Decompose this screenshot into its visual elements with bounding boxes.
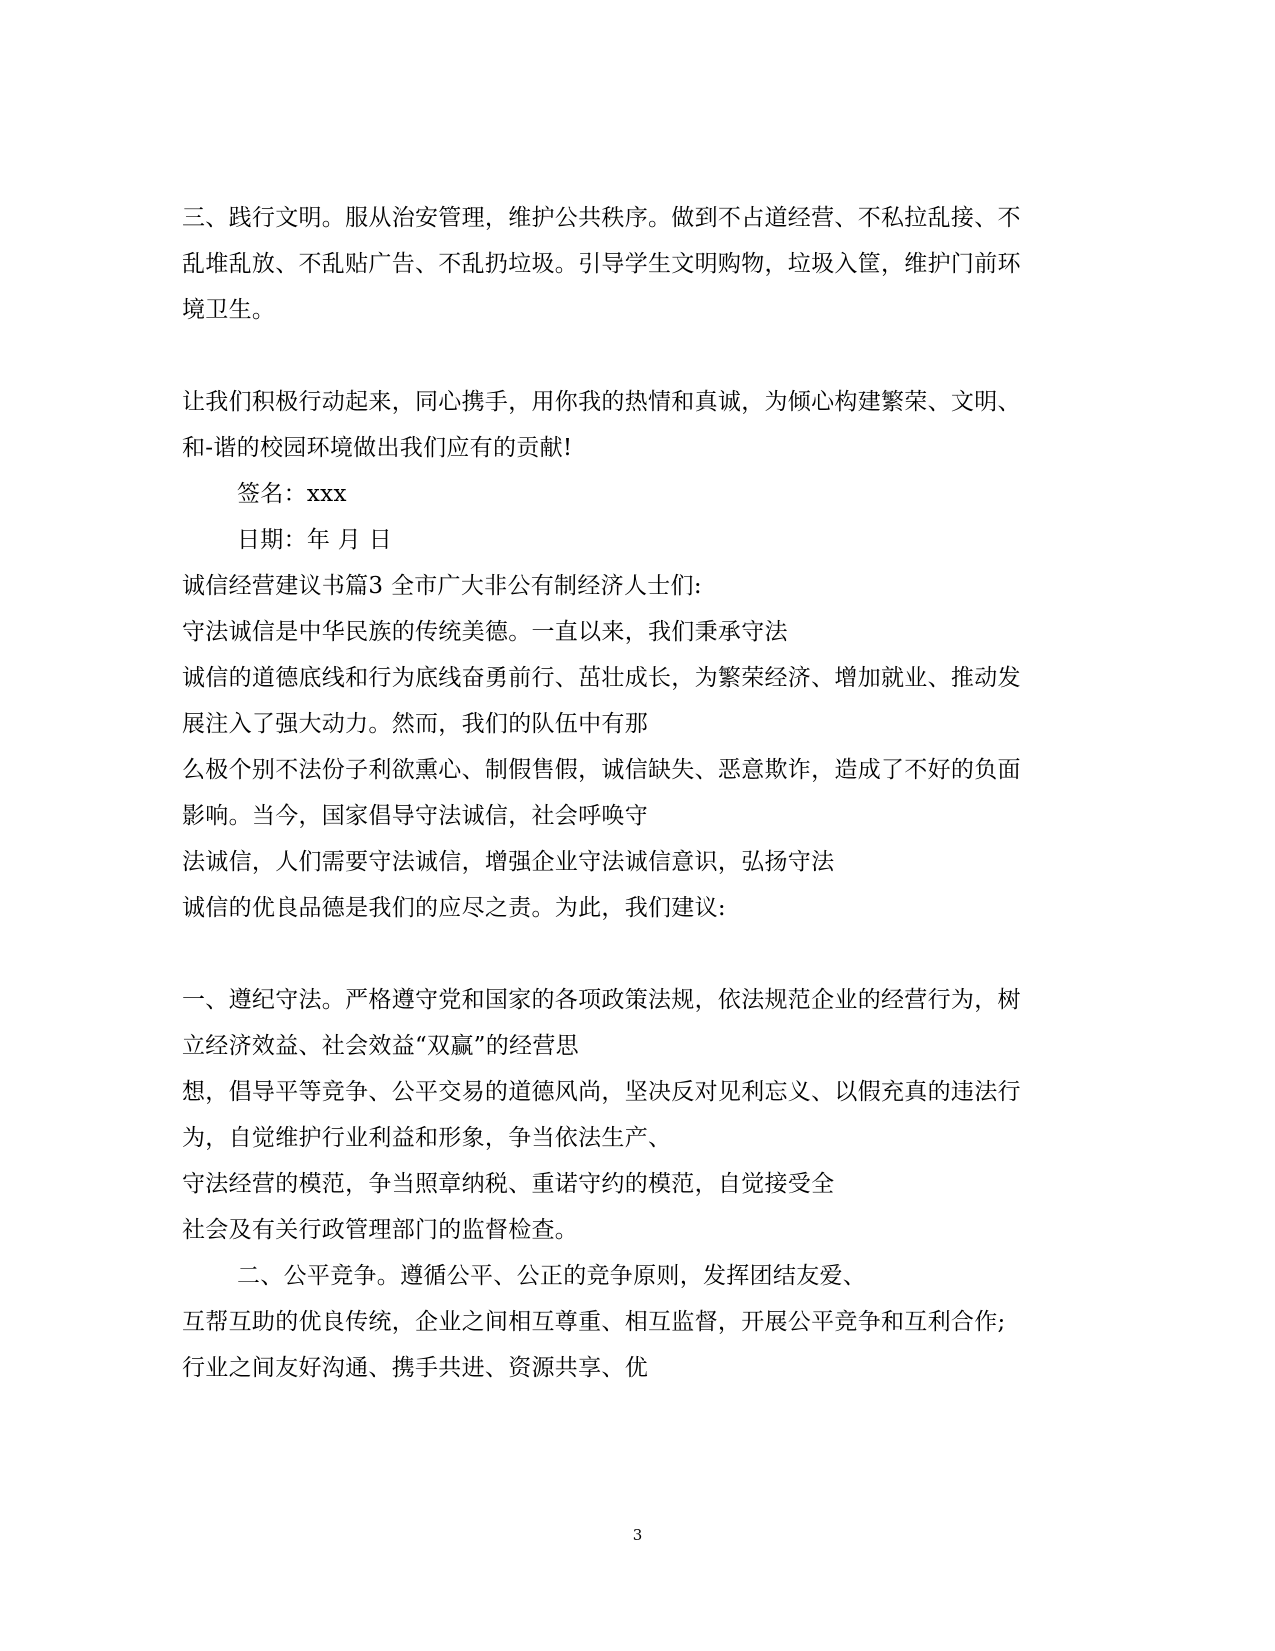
body-line: 诚信的道德底线和行为底线奋勇前行、茁壮成长，为繁荣经济、增加就业、推动发	[182, 665, 1021, 691]
proposal-2-line: 互帮互助的优良传统，企业之间相互尊重、相互监督，开展公平竞争和互利合作;	[182, 1309, 1006, 1335]
page-number: 3	[632, 1526, 643, 1544]
body-line: 展注入了强大动力。然而，我们的队伍中有那	[182, 711, 648, 737]
body-line: 法诚信，人们需要守法诚信，增强企业守法诚信意识，弘扬守法	[182, 849, 835, 875]
proposal-1-line: 立经济效益、社会效益“双赢”的经营思	[182, 1033, 579, 1059]
body-line: 影响。当今，国家倡导守法诚信，社会呼唤守	[182, 803, 648, 829]
proposal-1-line: 为，自觉维护行业利益和形象，争当依法生产、	[182, 1125, 672, 1151]
closing-line-1: 让我们积极行动起来，同心携手，用你我的热情和真诚，为倾心构建繁荣、文明、	[182, 389, 1021, 415]
paragraph-3-line-3: 境卫生。	[182, 297, 276, 323]
paragraph-3-line-1: 三、践行文明。服从治安管理，维护公共秩序。做到不占道经营、不私拉乱接、不	[182, 205, 1021, 231]
proposal-1-line: 一、遵纪守法。严格遵守党和国家的各项政策法规，依法规范企业的经营行为，树	[182, 987, 1021, 1013]
date-line: 日期：年 月 日	[237, 527, 393, 553]
body-line: 么极个别不法份子利欲熏心、制假售假，诚信缺失、恶意欺诈，造成了不好的负面	[182, 757, 1021, 783]
proposal-2-line: 行业之间友好沟通、携手共进、资源共享、优	[182, 1355, 648, 1381]
proposal-2-line: 二、公平竞争。遵循公平、公正的竞争原则，发挥团结友爱、	[237, 1263, 867, 1289]
proposal-1-line: 守法经营的模范，争当照章纳税、重诺守约的模范，自觉接受全	[182, 1171, 835, 1197]
proposal-1-line: 社会及有关行政管理部门的监督检查。	[182, 1217, 579, 1243]
paragraph-3-line-2: 乱堆乱放、不乱贴广告、不乱扔垃圾。引导学生文明购物，垃圾入筐，维护门前环	[182, 251, 1021, 277]
body-line: 诚信的优良品德是我们的应尽之责。为此，我们建议:	[182, 895, 726, 921]
closing-line-2: 和-谐的校园环境做出我们应有的贡献!	[182, 435, 573, 461]
body-line: 守法诚信是中华民族的传统美德。一直以来，我们秉承守法	[182, 619, 788, 645]
signature-line: 签名：xxx	[237, 481, 347, 507]
section-heading: 诚信经营建议书篇3 全市广大非公有制经济人士们:	[182, 573, 702, 599]
proposal-1-line: 想，倡导平等竞争、公平交易的道德风尚，坚决反对见利忘义、以假充真的违法行	[182, 1079, 1021, 1105]
